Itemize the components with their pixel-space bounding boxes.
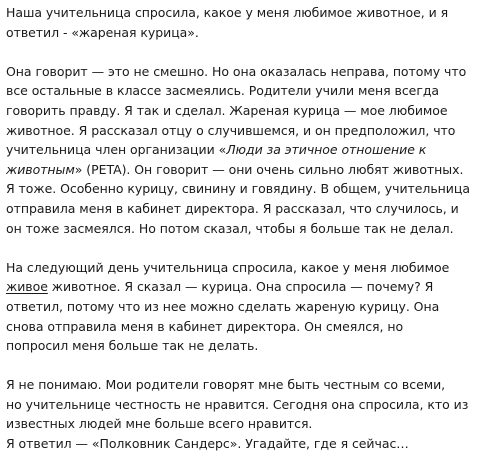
text-line xyxy=(6,140,474,160)
underlined-word: живое xyxy=(6,279,48,295)
text-line: известных людей мне больше всего нравится. xyxy=(6,416,313,432)
paragraph-gap xyxy=(6,42,474,62)
text-line: снова отправила меня в кабинет директора. Он смеялся, но xyxy=(6,318,404,334)
paragraph-1 xyxy=(6,3,474,42)
text-line xyxy=(6,277,474,297)
paragraph-3 xyxy=(6,258,474,356)
text-line: Наша учительница спросила, какое у меня любимое животное, и я xyxy=(6,5,449,20)
paragraph-2 xyxy=(6,62,474,238)
text-line: Я ответил — «Полковник Сандерс». Угадайте, где я сейчас… xyxy=(6,436,409,452)
text-segment: животное. Я сказал — курица. Она спросила — почему? Я xyxy=(47,279,434,295)
text-line: но учительнице честность не нравится. Сегодня она спросила, кто из xyxy=(6,396,469,412)
story-text xyxy=(6,3,474,454)
text-line: На следующий день учительница спросила, какое у меня любимое xyxy=(6,259,450,275)
text-line: говорить правду. Я так и сделал. Жареная курица — мое любимое xyxy=(6,102,448,118)
text-line: Я не понимаю. Мои родители говорят мне быть честным со всеми, xyxy=(6,377,446,393)
text-line: Я тоже. Особенно курицу, свинину и говядину. В общем, учительница xyxy=(6,181,470,197)
organization-name-italic: животным xyxy=(6,161,75,177)
paragraph-gap xyxy=(6,238,474,258)
paragraph-4 xyxy=(6,375,474,453)
text-line: попросил меня больше так не делать. xyxy=(6,338,259,354)
text-line: все остальные в классе засмеялись. Родители учили меня всегда xyxy=(6,83,440,99)
text-line: Она говорит — это не смешно. Но она оказалась неправа, потому что xyxy=(6,63,467,79)
text-line: ответил - «жареная курица». xyxy=(6,24,199,40)
text-line: он тоже засмеялся. Но потом сказал, чтобы я больше так не делал. xyxy=(6,220,454,236)
text-line: животное. Я рассказал отцу о случившемся, и он предположил, что xyxy=(6,122,456,138)
organization-name-italic: Люди за этичное отношение к xyxy=(226,142,427,158)
text-line: ответил, потому что из нее можно сделать жареную курицу. Она xyxy=(6,298,440,314)
paragraph-gap xyxy=(6,356,474,376)
text-line xyxy=(6,160,474,180)
text-segment: учительница член организации « xyxy=(6,142,227,158)
text-segment: » (PETA). Он говорит — они очень сильно любят животных. xyxy=(74,161,464,177)
text-line: отправила меня в кабинет директора. Я рассказал, что случилось, и xyxy=(6,200,459,216)
